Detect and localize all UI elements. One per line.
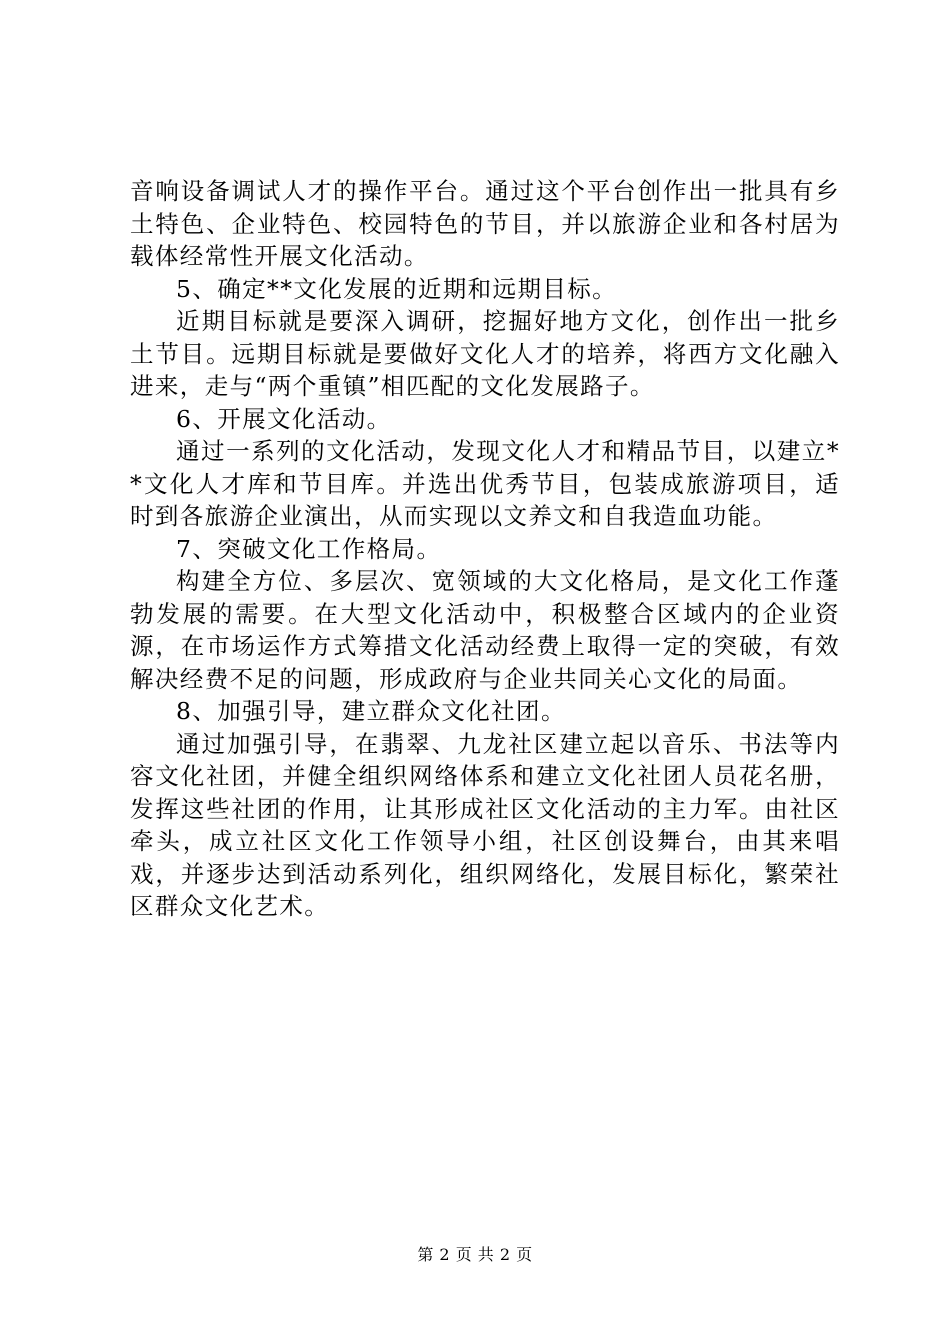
section-heading-8: 8、加强引导，建立群众文化社团。 (176, 697, 566, 725)
document-body (130, 175, 840, 923)
paragraph-goals: 近期目标就是要深入调研，挖掘好地方文化，创作出一批乡土节目。远期目标就是要做好文化人才的培养，将西方文化融入进来，走与“两个重镇”相匹配的文化发展路子。 (130, 307, 840, 400)
paragraph-continuation: 音响设备调试人才的操作平台。通过这个平台创作出一批具有乡土特色、企业特色、校园特色的节目，并以旅游企业和各村居为载体经常性开展文化活动。 (130, 177, 840, 270)
section-heading-7: 7、突破文化工作格局。 (176, 534, 442, 563)
paragraph-community: 通过加强引导，在翡翠、九龙社区建立起以音乐、书法等内容文化社团，并健全组织网络体系和建立文化社团人员花名册，发挥这些社团的作用，让其形成社区文化活动的主力军。由社区牵头，成立社区文化工作领导小组，社区创设舞台，由其来唱戏，并逐步达到活动系列化，组织网络化，发展目标化，繁荣社区群众文化艺术。 (130, 729, 840, 920)
paragraph-activities: 通过一系列的文化活动，发现文化人才和精品节目，以建立**文化人才库和节目库。并选出优秀节目，包装成旅游项目，适时到各旅游企业演出，从而实现以文养文和自我造血功能。 (130, 437, 840, 530)
paragraph-pattern: 构建全方位、多层次、宽领域的大文化格局，是文化工作蓬勃发展的需要。在大型文化活动中，积极整合区域内的企业资源，在市场运作方式筹措文化活动经费上取得一定的突破，有效解决经费不足的问题，形成政府与企业共同关心文化的局面。 (130, 567, 840, 693)
section-heading-5: 5、确定**文化发展的近期和远期目标。 (176, 274, 618, 303)
page-number-footer: 第 2 页 共 2 页 (417, 1245, 533, 1264)
section-heading-6: 6、开展文化活动。 (176, 404, 392, 433)
